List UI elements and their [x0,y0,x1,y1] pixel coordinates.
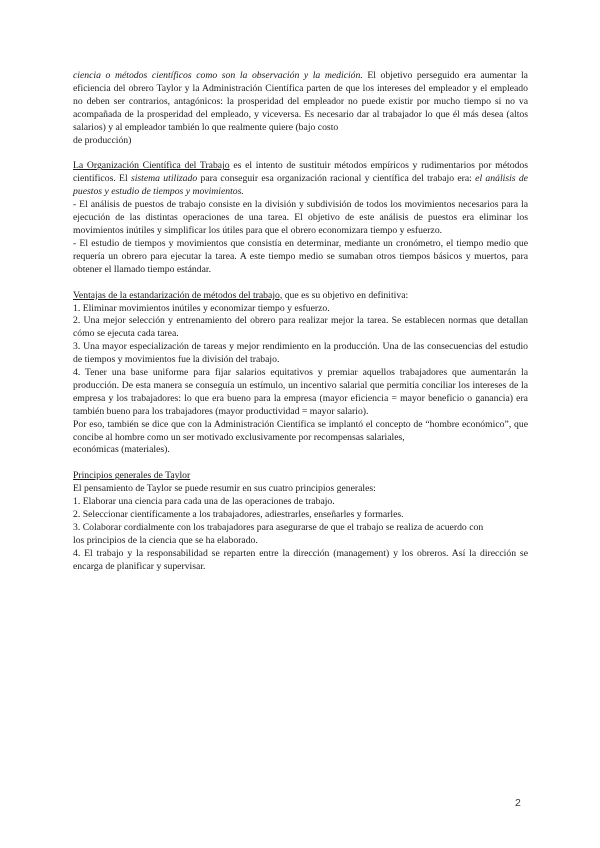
oct-paragraph [73,160,528,199]
principio-2: 2. Seleccionar científicamente a los trabajadores, adiestrarles, enseñarles y formarles. [73,509,404,521]
oct-text-2: para conseguir esa organización racional y científica del trabajo era: [197,173,476,185]
oct-italic-2: el análisis de puestos y estudio de tiempos y movimientos. [73,173,528,198]
ventajas-note-tail: económicas (materiales). [73,444,170,456]
principio-4: 4. El trabajo y la responsabilidad se reparten entre la dirección (management) y los obreros. Así la dirección se encarga de planificar y supervisar. [73,547,528,572]
oct-heading: La Organización Científica del Trabajo [73,160,230,172]
principio-1: 1. Elaborar una ciencia para cada una de las operaciones de trabajo. [73,496,335,508]
oct-italic-1: sistema utilizado [130,173,198,185]
principios-heading: Principios generales de Taylor [73,470,191,482]
ventaja-item-1: 1. Eliminar movimientos inútiles y economizar tiempo y esfuerzo. [73,302,330,314]
ventajas-heading-line [73,290,528,303]
intro-text: El objetivo perseguido era aumentar la eficiencia del obrero Taylor y la Administración Científica parten de que los intereses del empleador y el empleado no deben ser contrarios, antagónicos: la prosperidad del empleador no puede existir por mucho tiempo si no va acompañada de la prosperidad del empleado, y viceversa. Es necesario dar al trabajador lo que él más desea (altos salarios) y al empleador también lo que realmente quiere (bajo costo [73,70,528,133]
principios-intro: El pensamiento de Taylor se puede resumir en sus cuatro principios generales: [73,483,376,495]
principio-3-tail: los principios de la ciencia que se ha elaborado. [73,534,258,546]
oct-bullet-2: - El estudio de tiempos y movimientos que consistía en determinar, mediante un cronómetro, el tiempo medio que requería un obrero para ejecutar la tarea. A este tiempo medio se sumaban otros tiempos básicos y muertos, para obtener el llamado tiempo estándar. [73,237,528,275]
page-number: 2 [515,797,521,809]
principio-3: 3. Colaborar cordialmente con los trabajadores para asegurarse de que el trabajo se realiza de acuerdo con [73,522,484,533]
oct-bullet-1: - El análisis de puestos de trabajo consiste en la división y subdivisión de todos los movimientos necesarios para la ejecución de las distintas operaciones de una tarea. El objetivo de este análisis de puestos era eliminar los movimientos inútiles y simplificar los útiles para que el obrero economizara tiempo y esfuerzo. [73,199,528,236]
intro-paragraph [73,70,528,135]
ventajas-heading: Ventajas de la estandarización de métodos del trabajo, [73,289,283,301]
intro-italic: ciencia o métodos científicos como son la observación y la medición. [73,70,363,81]
ventajas-heading-rest: que es su objetivo en definitiva: [282,289,409,301]
ventajas-note: Por eso, también se dice que con la Administración Científica se implantó el concepto de “hombre económico”, que concibe al hombre como un ser motivado exclusivamente por recompensas salariales, [73,418,528,443]
ventaja-item-4: 4. Tener una base uniforme para fijar salarios equitativos y premiar aquellos trabajadores que aumentarán la producción. De esta manera se conseguía un estímulo, un incentivo salarial que permitía conciliar los intereses de la empresa y los trabajadores: lo que era bueno para la empresa (mayor eficiencia = mayor beneficio o ganancia) era también bueno para los trabajadores (mayor productividad = mayor salario). [73,367,528,417]
page-content [73,70,528,574]
ventaja-item-2: 2. Una mejor selección y entrenamiento del obrero para realizar mejor la tarea. Se establecen normas que detallan cómo se ejecuta cada tarea. [73,315,528,340]
oct-text-1: es el intento de sustituir métodos empíricos y rudimentarios por métodos científicos. El [73,160,529,185]
intro-tail: de producción) [73,134,132,146]
ventaja-item-3: 3. Una mayor especialización de tareas y mejor rendimiento en la producción. Una de las consecuencias del estudio de tiempos y movimientos fue la división del trabajo. [73,341,528,366]
